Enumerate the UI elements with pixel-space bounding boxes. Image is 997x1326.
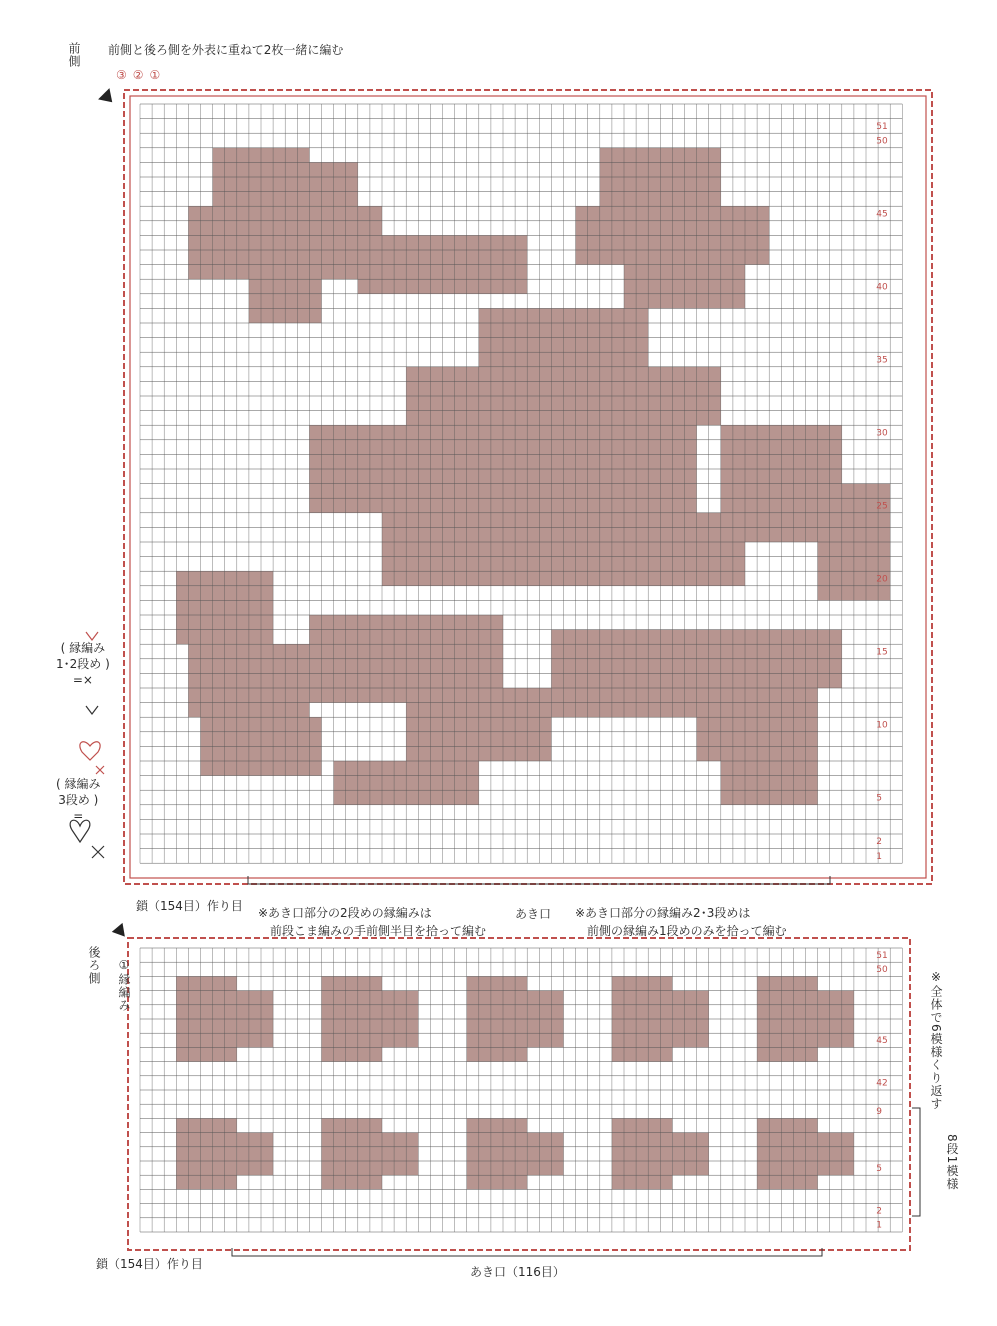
front-note-left [258,904,486,940]
front-side-label: 前側 [67,42,81,68]
back-row-label: 9 [876,1107,883,1118]
front-row-label: 2 [876,837,883,848]
front-foundation-label: 鎖（154目）作り目 [136,899,243,913]
back-opening-label: あき口（116目） [470,1265,565,1279]
border-marker-2: ② [132,68,150,82]
front-row-label: 1 [876,851,883,862]
front-opening-bracket [248,876,830,884]
front-row-label: 25 [876,501,888,512]
front-row-label: 5 [876,793,883,804]
legend-edge3-title: 縁編み [64,777,101,791]
back-row-label: 5 [876,1163,883,1174]
front-note-right-line1: ※あき口部分の縁編み2･3段めは [575,906,751,920]
front-row-label: 40 [876,282,888,293]
legend-edge12-eq: =× [72,673,93,687]
back-row-label: 50 [876,965,888,976]
front-row-label: 10 [876,720,888,731]
top-instruction: 前側と後ろ側を外表に重ねて2枚一緒に編む [108,43,344,57]
legend-edge12: ( 縁編み 1･2段め ) =× [56,641,110,687]
legend-edge12-title: 縁編み [69,641,106,655]
back-row-label: 1 [876,1220,883,1231]
front-row-label: 51 [876,121,888,132]
front-row-label: 35 [876,355,888,366]
front-row-label: 20 [876,574,888,585]
back-edge-label: ①縁編み [117,958,131,1012]
back-row-label: 2 [876,1206,883,1217]
front-row-label: 30 [876,428,888,439]
front-note-right [575,904,787,940]
front-row-label: 50 [876,136,888,147]
front-opening-label: あき口 [515,907,552,921]
back-row-label: 42 [876,1078,888,1089]
border-marker-3: ③ [116,68,133,82]
back-foundation-label: 鎖（154目）作り目 [96,1257,203,1271]
front-note-right-line2: 前側の縁編み1段めのみを拾って編む [587,924,787,938]
front-row-label: 15 [876,647,888,658]
legend-edge3-eq: = [73,809,84,823]
front-note-left-line2: 前段こま編みの手前側半目を拾って編む [270,924,487,938]
front-row-label: 45 [876,209,888,220]
legend-edge12-sub: 1･2段め [56,657,102,671]
back-grid [140,948,902,1232]
back-side-label: 後ろ側 [87,946,101,985]
front-pattern-fill [176,148,890,805]
legend-edge3-sub: 3段め [58,793,90,807]
border-marker-1: ① [149,68,167,82]
repeat-unit: 8段1模様 [945,1134,959,1191]
legend-edge3: ( 縁編み 3段め ) = [56,777,101,823]
repeat-bracket [912,1108,920,1216]
repeat-note: ※全体で6模様くり返す [929,970,943,1111]
front-note-left-line1: ※あき口部分の2段めの縁編みは [258,906,432,920]
back-row-label: 45 [876,1036,888,1047]
back-row-label: 51 [876,950,888,961]
